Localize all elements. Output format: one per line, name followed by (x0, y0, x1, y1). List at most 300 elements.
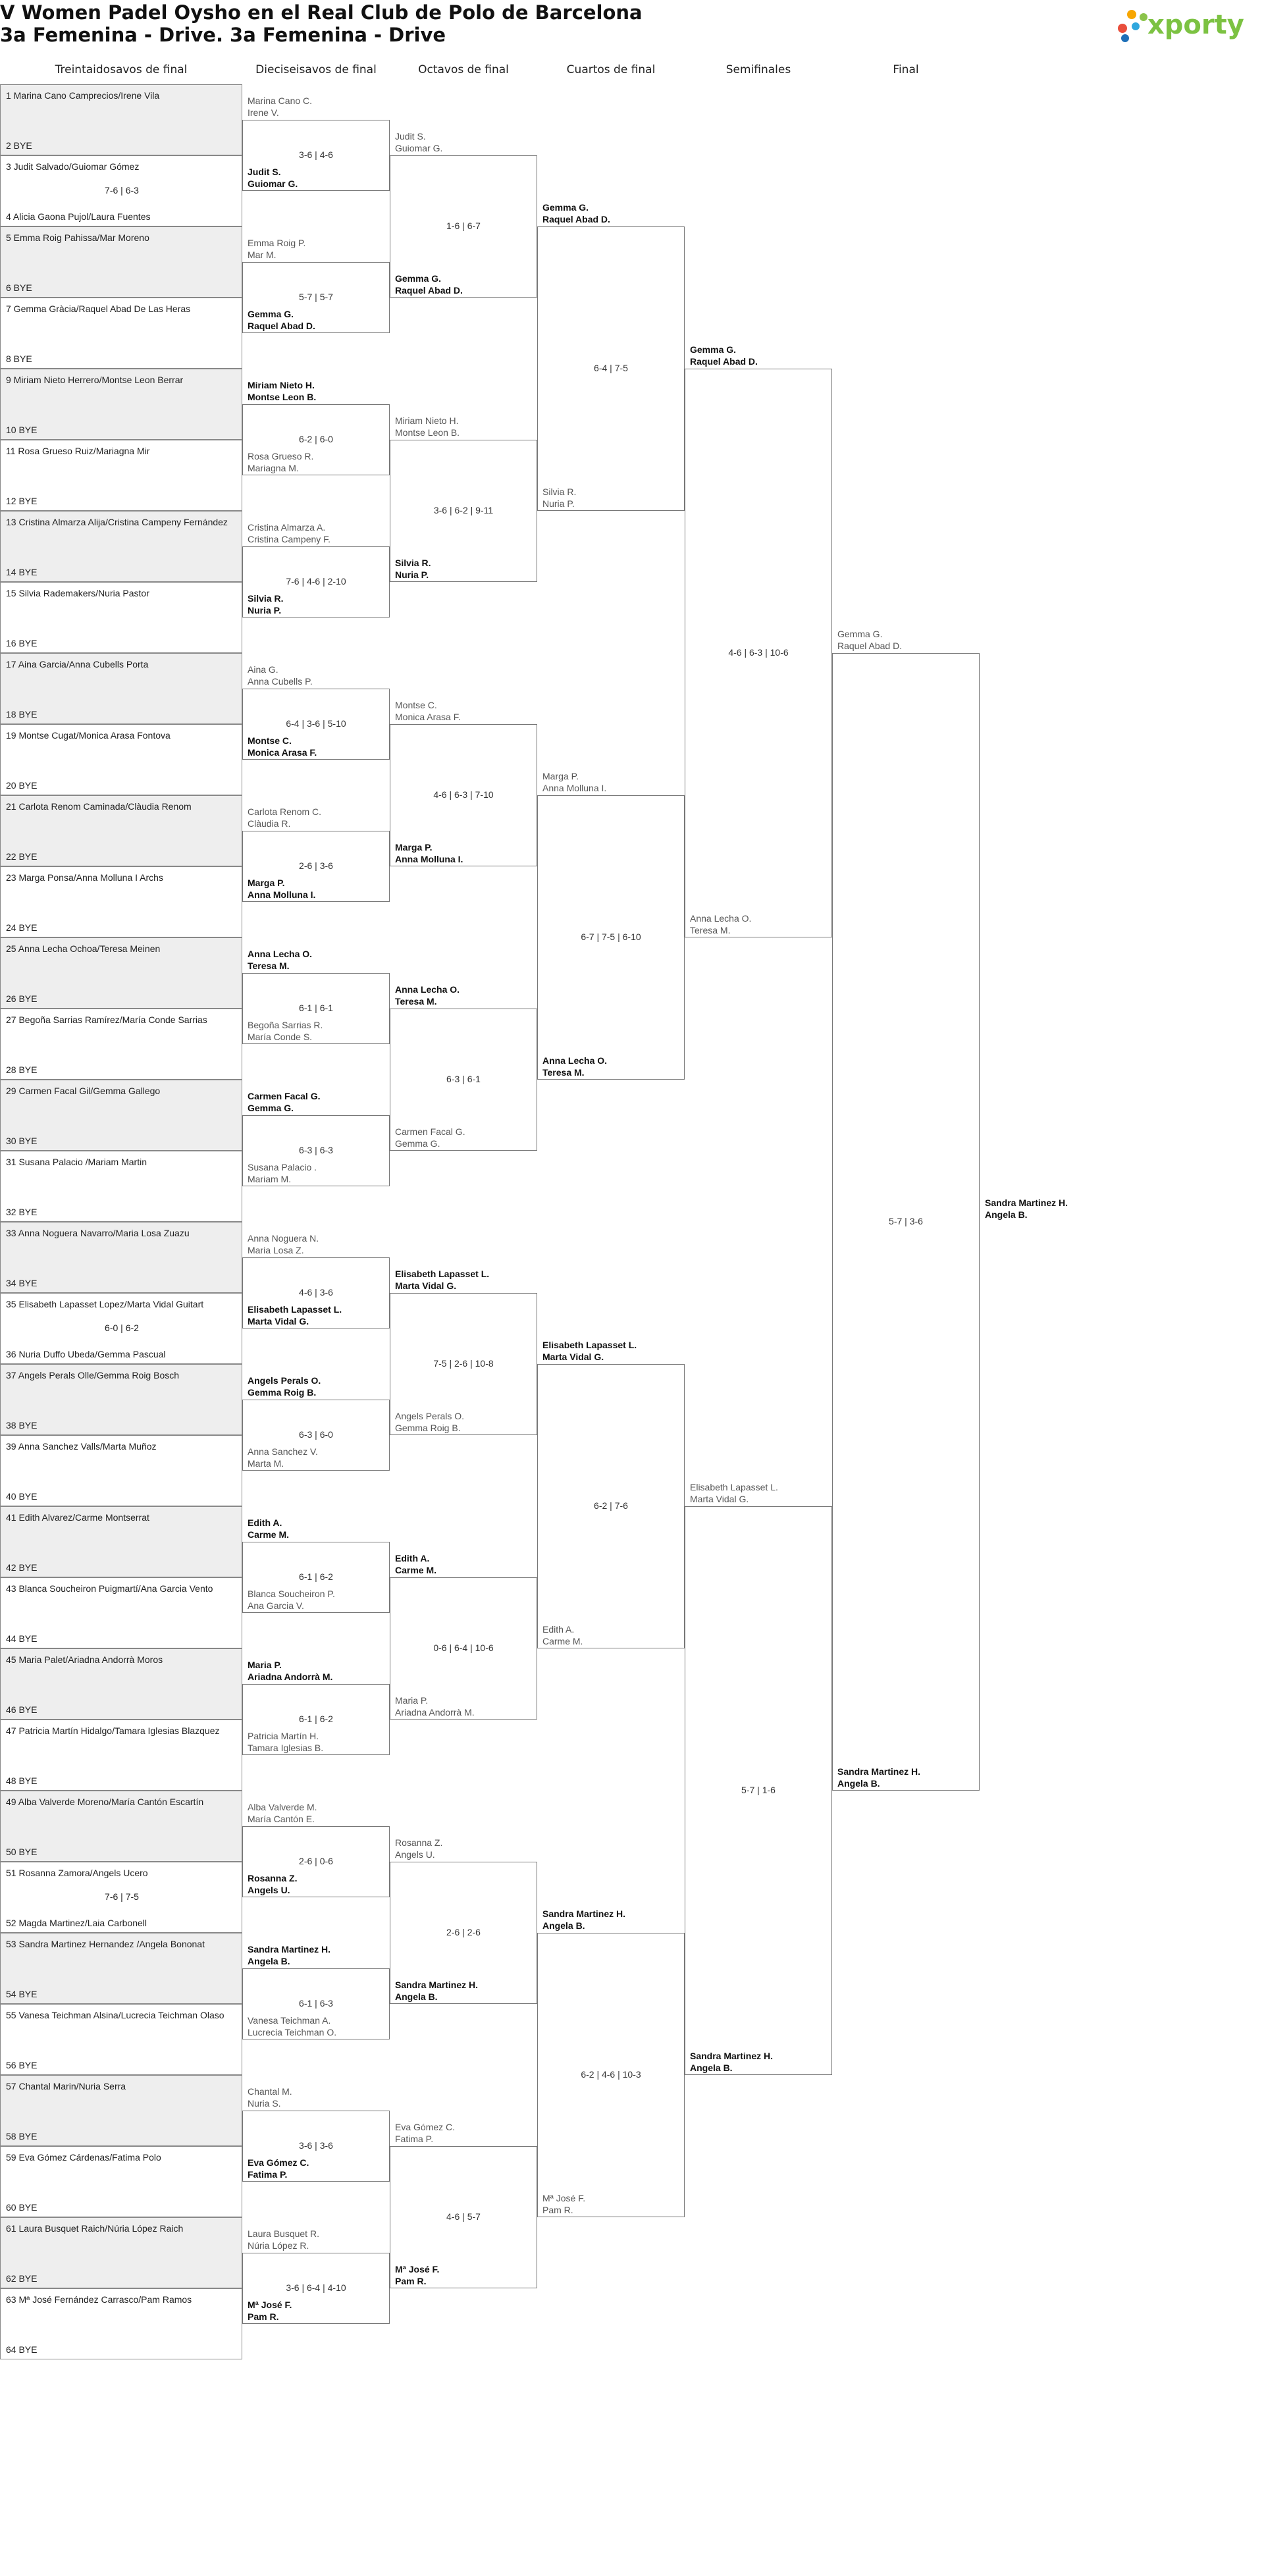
r2-team-a-player1: Miriam Nieto H. (248, 380, 315, 390)
r1-match[interactable] (0, 2146, 242, 2217)
r2-team-b-player1: Rosanna Z. (248, 1873, 298, 1883)
r2-team-b-player1: Begoña Sarrias R. (248, 1020, 323, 1030)
r2-team-b (248, 1303, 342, 1327)
r3-team-a-player2: Guiomar G. (395, 143, 443, 153)
r2-team-b (248, 450, 313, 474)
r1-match[interactable] (0, 440, 242, 511)
r2-team-b (248, 308, 315, 332)
r3-team-a-player2: Monica Arasa F. (395, 712, 461, 722)
r2-team-b-player2: Mariagna M. (248, 463, 299, 473)
r2-score: 3-6 | 4-6 (299, 149, 333, 160)
r2-team-b-player1: Eva Gómez C. (248, 2157, 309, 2168)
r1-team-a: 39 Anna Sanchez Valls/Marta Muñoz (6, 1441, 157, 1452)
r5-team-b-player1: Sandra Martinez H. (690, 2051, 774, 2061)
r1-team-b: 64 BYE (6, 2344, 38, 2355)
r5-team-b-player1: Anna Lecha O. (690, 913, 752, 924)
r6-team-b (837, 1766, 920, 1789)
r2-team-b (248, 2299, 292, 2323)
r4-team-b-player1: Edith A. (542, 1624, 575, 1635)
r2-team-a (248, 1801, 317, 1825)
r2-team-a-player1: Anna Noguera N. (248, 1233, 319, 1244)
r1-team-a: 23 Marga Ponsa/Anna Molluna I Archs (6, 872, 163, 883)
r2-team-b (248, 1730, 323, 1754)
r2-team-b (248, 592, 283, 616)
r5-team-a-player1: Gemma G. (690, 344, 737, 355)
r2-team-a-player2: Anna Cubells P. (248, 676, 313, 687)
r1-match[interactable] (0, 226, 242, 298)
r4-team-b-player1: Silvia R. (542, 486, 577, 497)
r2-team-b-player2: Mariam M. (248, 1174, 292, 1184)
r2-team-a-player1: Aina G. (248, 664, 278, 675)
r1-team-b: 60 BYE (6, 2202, 38, 2213)
round-header-r3: Octavos de final (418, 63, 509, 76)
r4-team-b (542, 1623, 583, 1647)
r3-team-b-player2: Nuria P. (395, 569, 429, 580)
r1-match[interactable] (0, 1151, 242, 1222)
r3-team-a-player1: Judit S. (395, 131, 426, 142)
r2-team-b-player2: Marta Vidal G. (248, 1316, 309, 1327)
r3-team-a (395, 130, 442, 154)
r3-score: 2-6 | 2-6 (446, 1927, 481, 1937)
r2-team-a (248, 1659, 332, 1683)
r2-team-b-player1: Marga P. (248, 878, 285, 888)
r3-team-b-player2: Ariadna Andorrà M. (395, 1707, 475, 1718)
r5-score: 4-6 | 6-3 | 10-6 (728, 647, 789, 658)
r3-team-b-player2: Gemma Roig B. (395, 1423, 461, 1433)
r2-team-a (248, 237, 305, 261)
r1-team-b: 28 BYE (6, 1065, 38, 1075)
r4-score: 6-4 | 7-5 (594, 363, 628, 373)
r1-team-b: 50 BYE (6, 1847, 38, 1857)
r3-team-a-player2: Carme M. (395, 1565, 437, 1575)
r3-team-a-player1: Montse C. (395, 700, 437, 710)
r2-team-b-player1: Vanesa Teichman A. (248, 2015, 331, 2026)
round-header-r5: Semifinales (725, 63, 791, 76)
r6-team-a-player1: Gemma G. (837, 629, 883, 639)
r1-team-b: 10 BYE (6, 425, 38, 435)
r3-team-b-player1: Mª José F. (395, 2264, 440, 2274)
r2-team-a-player1: Alba Valverde M. (248, 1802, 317, 1812)
r2-score: 6-1 | 6-2 (299, 1571, 333, 1582)
r3-team-b (395, 1126, 465, 1149)
r3-team-b-player2: Angela B. (395, 1991, 438, 2002)
r3-team-a (395, 1837, 442, 1860)
r1-team-b: 8 BYE (6, 354, 32, 364)
r5-team-a-player2: Raquel Abad D. (690, 356, 758, 367)
r2-team-b-player2: Raquel Abad D. (248, 321, 315, 331)
r1-team-a: 21 Carlota Renom Caminada/Clàudia Renom (6, 801, 192, 812)
r2-team-a (248, 521, 330, 545)
r1-match[interactable] (0, 1435, 242, 1506)
r4-team-a (542, 770, 606, 794)
r1-match[interactable] (0, 795, 242, 866)
r1-match[interactable] (0, 84, 242, 155)
r2-team-a-player2: Gemma Roig B. (248, 1387, 317, 1398)
r2-team-b-player1: Elisabeth Lapasset L. (248, 1304, 342, 1315)
r2-team-a (248, 95, 312, 118)
r1-team-a: 49 Alba Valverde Moreno/María Cantón Escartín (6, 1797, 204, 1807)
r2-team-a-player2: María Cantón E. (248, 1814, 315, 1824)
r1-team-a: 41 Edith Alvarez/Carme Montserrat (6, 1512, 149, 1523)
r2-team-b (248, 1161, 317, 1185)
r2-team-b (248, 1446, 318, 1469)
r3-team-b-player1: Angels Perals O. (395, 1411, 465, 1421)
r1-match[interactable] (0, 937, 242, 1009)
r4-team-a-player2: Anna Molluna I. (542, 783, 607, 793)
page-subtitle: 3a Femenina - Drive. 3a Femenina - Drive (0, 24, 446, 46)
r2-team-a (248, 664, 313, 687)
r2-team-a (248, 2086, 292, 2109)
r1-team-b: 16 BYE (6, 638, 38, 648)
r1-team-b: 26 BYE (6, 993, 38, 1004)
r2-team-b-player2: Ana Garcia V. (248, 1600, 304, 1611)
r1-team-a: 1 Marina Cano Camprecios/Irene Vila (6, 90, 160, 101)
r4-team-a (542, 1339, 637, 1363)
r5-team-a (690, 1481, 778, 1505)
r1-match[interactable] (0, 369, 242, 440)
r2-team-a (248, 806, 321, 829)
r4-score: 6-2 | 7-6 (594, 1500, 628, 1511)
r2-team-b-player2: Anna Molluna I. (248, 889, 316, 900)
r2-team-b-player1: Judit S. (248, 167, 281, 177)
r2-team-a-player2: Angela B. (248, 1956, 290, 1966)
r1-match[interactable] (0, 866, 242, 937)
r1-match[interactable] (0, 1791, 242, 1862)
r3-team-b-player1: Marga P. (395, 842, 433, 853)
r3-team-a-player1: Edith A. (395, 1553, 430, 1564)
r2-team-b-player1: Patricia Martín H. (248, 1731, 319, 1741)
r1-match[interactable] (0, 298, 242, 369)
r1-team-b: 62 BYE (6, 2273, 38, 2284)
r2-team-b-player1: Rosa Grueso R. (248, 451, 314, 461)
r1-team-a: 15 Silvia Rademakers/Nuria Pastor (6, 588, 149, 598)
r4-team-a-player1: Marga P. (542, 771, 579, 781)
champion-player2: Angela B. (985, 1209, 1028, 1220)
r1-match[interactable] (0, 724, 242, 795)
r3-team-b (395, 1979, 478, 2003)
r1-team-a: 37 Angels Perals Olle/Gemma Roig Bosch (6, 1370, 180, 1380)
r1-team-a: 33 Anna Noguera Navarro/Maria Losa Zuazu (6, 1228, 190, 1238)
r1-match[interactable] (0, 1364, 242, 1435)
r4-team-a-player2: Angela B. (542, 1920, 585, 1931)
r2-team-a-player2: Gemma G. (248, 1103, 294, 1113)
r1-team-b: 36 Nuria Duffo Ubeda/Gemma Pascual (6, 1349, 166, 1359)
r1-team-b: 34 BYE (6, 1278, 38, 1288)
r4-team-b-player1: Mª José F. (542, 2193, 586, 2203)
r2-team-a-player2: Mar M. (248, 250, 276, 260)
r3-team-b-player2: Anna Molluna I. (395, 854, 463, 864)
r2-team-a (248, 1943, 330, 1967)
r5-team-a-player2: Marta Vidal G. (690, 1494, 749, 1504)
r2-team-b (248, 877, 315, 901)
round-header-r4: Cuartos de final (566, 63, 656, 76)
r3-score: 6-3 | 6-1 (446, 1074, 481, 1084)
r2-team-a (248, 2228, 319, 2251)
r1-score: 7-6 | 7-5 (105, 1891, 139, 1902)
r2-team-a-player1: Maria P. (248, 1660, 282, 1670)
r2-team-b-player2: Marta M. (248, 1458, 284, 1469)
r2-team-b (248, 2014, 336, 2038)
r4-team-a-player1: Gemma G. (542, 202, 589, 213)
r1-team-a: 61 Laura Busquet Raich/Núria López Raich (6, 2223, 184, 2234)
r2-team-a (248, 1375, 321, 1398)
r1-team-a: 55 Vanesa Teichman Alsina/Lucrecia Teichman Olaso (6, 2010, 224, 2020)
r1-match[interactable] (0, 1009, 242, 1080)
r3-team-a-player2: Montse Leon B. (395, 427, 460, 438)
r1-score: 6-0 | 6-2 (105, 1323, 139, 1333)
r2-score: 6-3 | 6-3 (299, 1145, 333, 1155)
r3-team-b-player1: Carmen Facal G. (395, 1126, 465, 1137)
r2-score: 6-2 | 6-0 (299, 434, 333, 444)
r5-team-b-player2: Angela B. (690, 2063, 733, 2073)
r1-team-a: 17 Aina Garcia/Anna Cubells Porta (6, 659, 149, 670)
r3-score: 4-6 | 6-3 | 7-10 (433, 789, 494, 800)
r1-match[interactable] (0, 1080, 242, 1151)
r1-team-b: 54 BYE (6, 1989, 38, 1999)
r1-team-a: 19 Montse Cugat/Monica Arasa Fontova (6, 730, 171, 741)
r4-team-a-player1: Elisabeth Lapasset L. (542, 1340, 637, 1350)
r2-team-b-player1: Mª José F. (248, 2300, 292, 2310)
r2-team-b (248, 1872, 297, 1896)
r3-team-a-player1: Elisabeth Lapasset L. (395, 1269, 490, 1279)
r4-team-b (542, 2192, 585, 2216)
r2-team-b (248, 735, 317, 758)
r1-team-a: 5 Emma Roig Pahissa/Mar Moreno (6, 232, 149, 243)
r1-team-b: 56 BYE (6, 2060, 38, 2070)
r2-team-a-player2: Carme M. (248, 1529, 290, 1540)
r2-score: 3-6 | 6-4 | 4-10 (286, 2282, 346, 2293)
r2-score: 7-6 | 4-6 | 2-10 (286, 576, 346, 587)
r1-match[interactable] (0, 653, 242, 724)
r3-score: 1-6 | 6-7 (446, 221, 481, 231)
r1-team-b: 52 Magda Martinez/Laia Carbonell (6, 1918, 147, 1928)
r3-team-b-player1: Sandra Martinez H. (395, 1980, 479, 1990)
r3-team-b (395, 841, 463, 865)
r1-team-a: 29 Carmen Facal Gil/Gemma Gallego (6, 1086, 161, 1096)
r1-team-b: 6 BYE (6, 282, 32, 293)
r3-team-a-player2: Angels U. (395, 1849, 435, 1860)
r5-team-a-player1: Elisabeth Lapasset L. (690, 1482, 778, 1492)
r3-score: 0-6 | 6-4 | 10-6 (433, 1643, 494, 1653)
r1-team-a: 57 Chantal Marin/Nuria Serra (6, 2081, 126, 2091)
r4-team-b (542, 486, 576, 510)
champion-player1: Sandra Martinez H. (985, 1197, 1068, 1208)
r2-team-a-player1: Carlota Renom C. (248, 806, 322, 817)
r2-team-b (248, 1588, 335, 1612)
r3-score: 7-5 | 2-6 | 10-8 (433, 1358, 494, 1369)
r3-team-b (395, 2263, 439, 2287)
r1-team-b: 14 BYE (6, 567, 38, 577)
r2-team-a-player1: Chantal M. (248, 2086, 292, 2097)
r2-team-b-player2: Fatima P. (248, 2169, 288, 2180)
r3-team-a-player1: Anna Lecha O. (395, 984, 460, 995)
r2-team-a-player1: Laura Busquet R. (248, 2228, 319, 2239)
r2-team-b-player1: Gemma G. (248, 309, 294, 319)
r1-match[interactable] (0, 1577, 242, 1648)
r1-team-b: 58 BYE (6, 2131, 38, 2142)
r3-team-b (395, 1695, 475, 1718)
round-header-r2: Dieciseisavos de final (255, 63, 377, 76)
r1-match[interactable] (0, 1293, 242, 1364)
r6-team-a-player2: Raquel Abad D. (837, 641, 903, 651)
r1-team-b: 46 BYE (6, 1704, 38, 1715)
r2-score: 6-3 | 6-0 (299, 1429, 333, 1440)
r4-team-b-player2: Teresa M. (542, 1067, 585, 1078)
r1-team-b: 48 BYE (6, 1775, 38, 1786)
r2-score: 6-1 | 6-2 (299, 1714, 333, 1724)
r2-team-a-player2: Irene V. (248, 107, 279, 118)
r1-team-b: 20 BYE (6, 780, 38, 791)
r2-team-b-player2: Nuria P. (248, 605, 282, 616)
r1-team-b: 22 BYE (6, 851, 38, 862)
r1-match[interactable] (0, 1862, 242, 1933)
r1-team-a: 11 Rosa Grueso Ruiz/Mariagna Mir (6, 446, 150, 456)
r4-team-b-player2: Nuria P. (542, 498, 575, 509)
r2-team-a-player2: Clàudia R. (248, 818, 291, 829)
round-header-r6: Final (893, 63, 919, 76)
r1-match[interactable] (0, 2217, 242, 2288)
r4-team-a-player2: Raquel Abad D. (542, 214, 610, 224)
r2-team-a-player2: Montse Leon B. (248, 392, 317, 402)
r1-team-a: 47 Patricia Martín Hidalgo/Tamara Iglesias Blazquez (6, 1725, 220, 1736)
r4-score: 6-7 | 7-5 | 6-10 (581, 932, 641, 942)
r4-team-b-player2: Pam R. (542, 2205, 573, 2215)
r2-score: 6-4 | 3-6 | 5-10 (286, 718, 346, 729)
r1-team-b: 4 Alicia Gaona Pujol/Laura Fuentes (6, 211, 151, 222)
r3-team-a (395, 1552, 436, 1576)
r2-score: 3-6 | 3-6 (299, 2140, 333, 2151)
r5-score: 5-7 | 1-6 (741, 1785, 776, 1795)
logo-text: xporty (1147, 10, 1244, 40)
r1-match[interactable] (0, 2004, 242, 2075)
r2-score: 5-7 | 5-7 (299, 292, 333, 302)
r4-team-a (542, 1908, 625, 1932)
r2-team-a-player2: Núria López R. (248, 2240, 309, 2251)
r3-team-a (395, 984, 460, 1007)
r1-match[interactable] (0, 1648, 242, 1720)
r6-team-b-player1: Sandra Martinez H. (837, 1766, 921, 1777)
r5-team-a (690, 344, 758, 367)
r3-team-b-player2: Pam R. (395, 2276, 427, 2286)
r2-team-b-player2: Guiomar G. (248, 178, 298, 189)
r3-team-b-player1: Silvia R. (395, 558, 431, 568)
r2-team-b-player2: Tamara Iglesias B. (248, 1743, 324, 1753)
r1-team-b: 18 BYE (6, 709, 38, 720)
r2-score: 6-1 | 6-1 (299, 1003, 333, 1013)
r2-team-b-player2: Lucrecia Teichman O. (248, 2027, 337, 2037)
r1-match[interactable] (0, 1506, 242, 1577)
r2-team-a (248, 948, 312, 972)
r1-match[interactable] (0, 1720, 242, 1791)
r5-team-b (690, 2050, 773, 2074)
r1-team-a: 59 Eva Gómez Cárdenas/Fatima Polo (6, 2152, 161, 2163)
r1-team-a: 53 Sandra Martinez Hernandez /Angela Bononat (6, 1939, 205, 1949)
r1-team-b: 42 BYE (6, 1562, 38, 1573)
r2-team-a-player2: Maria Losa Z. (248, 1245, 304, 1255)
r1-team-a: 13 Cristina Almarza Alija/Cristina Campeny Fernández (6, 517, 228, 527)
r4-team-b (542, 1055, 607, 1078)
r2-team-b-player1: Montse C. (248, 735, 292, 746)
r2-team-b-player1: Anna Sanchez V. (248, 1446, 318, 1457)
r2-team-a-player1: Marina Cano C. (248, 95, 313, 106)
r3-team-a (395, 2121, 455, 2145)
r2-team-b-player2: Pam R. (248, 2311, 279, 2322)
r2-team-b-player2: Monica Arasa F. (248, 747, 317, 758)
r1-team-b: 30 BYE (6, 1136, 38, 1146)
r5-team-b-player2: Teresa M. (690, 925, 731, 935)
r4-team-b-player2: Carme M. (542, 1636, 583, 1646)
r3-team-a (395, 699, 461, 723)
r3-team-a-player2: Teresa M. (395, 996, 437, 1007)
page-title: V Women Padel Oysho en el Real Club de Polo de Barcelona (0, 1, 643, 24)
r3-team-b-player2: Gemma G. (395, 1138, 440, 1149)
r2-team-a (248, 1232, 319, 1256)
r4-team-a-player2: Marta Vidal G. (542, 1352, 604, 1362)
r1-team-a: 9 Miriam Nieto Herrero/Montse Leon Berrar (6, 375, 184, 385)
r1-team-b: 38 BYE (6, 1420, 38, 1431)
r3-team-b-player2: Raquel Abad D. (395, 285, 463, 296)
r3-team-a-player1: Rosanna Z. (395, 1837, 443, 1848)
r2-score: 6-1 | 6-3 (299, 1998, 333, 2009)
r1-team-b: 24 BYE (6, 922, 38, 933)
r1-score: 7-6 | 6-3 (105, 185, 139, 196)
champion (985, 1197, 1068, 1221)
r4-team-b-player1: Anna Lecha O. (542, 1055, 608, 1066)
r2-team-a-player1: Angels Perals O. (248, 1375, 321, 1386)
r1-team-a: 45 Maria Palet/Ariadna Andorrà Moros (6, 1654, 163, 1665)
r3-team-a (395, 1268, 489, 1292)
r1-match[interactable] (0, 511, 242, 582)
r2-score: 2-6 | 3-6 (299, 860, 333, 871)
r1-match[interactable] (0, 1933, 242, 2004)
r1-match[interactable] (0, 2075, 242, 2146)
r1-team-b: 12 BYE (6, 496, 38, 506)
round-header-r1: Treintaidosavos de final (55, 63, 188, 76)
r1-match[interactable] (0, 155, 242, 226)
r2-team-b-player1: Silvia R. (248, 593, 284, 604)
r2-team-a-player1: Sandra Martinez H. (248, 1944, 331, 1955)
r1-team-b: 2 BYE (6, 140, 32, 151)
r3-team-a-player1: Miriam Nieto H. (395, 415, 459, 426)
r1-team-a: 25 Anna Lecha Ochoa/Teresa Meinen (6, 943, 161, 954)
r2-team-a (248, 379, 316, 403)
r2-team-a-player2: Cristina Campeny F. (248, 534, 331, 544)
r1-team-b: 40 BYE (6, 1491, 38, 1502)
r3-score: 4-6 | 5-7 (446, 2211, 481, 2222)
r1-match[interactable] (0, 582, 242, 653)
r2-team-a (248, 1090, 321, 1114)
r1-team-a: 63 Mª José Fernández Carrasco/Pam Ramos (6, 2294, 192, 2305)
r1-team-a: 51 Rosanna Zamora/Angels Ucero (6, 1868, 148, 1878)
r3-team-b (395, 273, 463, 296)
r3-team-a-player1: Eva Gómez C. (395, 2122, 456, 2132)
r1-match[interactable] (0, 1222, 242, 1293)
r2-team-b (248, 166, 298, 190)
r1-team-b: 44 BYE (6, 1633, 38, 1644)
r2-team-a (248, 1517, 289, 1540)
r2-team-a-player1: Emma Roig P. (248, 238, 306, 248)
r2-team-a-player2: Teresa M. (248, 960, 290, 971)
r2-team-a-player2: Nuria S. (248, 2098, 281, 2109)
r1-match[interactable] (0, 2288, 242, 2359)
r6-score: 5-7 | 3-6 (889, 1216, 923, 1226)
r5-team-b (690, 912, 751, 936)
r2-team-b-player1: Susana Palacio . (248, 1162, 317, 1172)
r3-team-a-player2: Fatima P. (395, 2134, 434, 2144)
r3-team-b-player1: Gemma G. (395, 273, 442, 284)
r3-team-b (395, 557, 431, 581)
r4-team-a (542, 201, 610, 225)
